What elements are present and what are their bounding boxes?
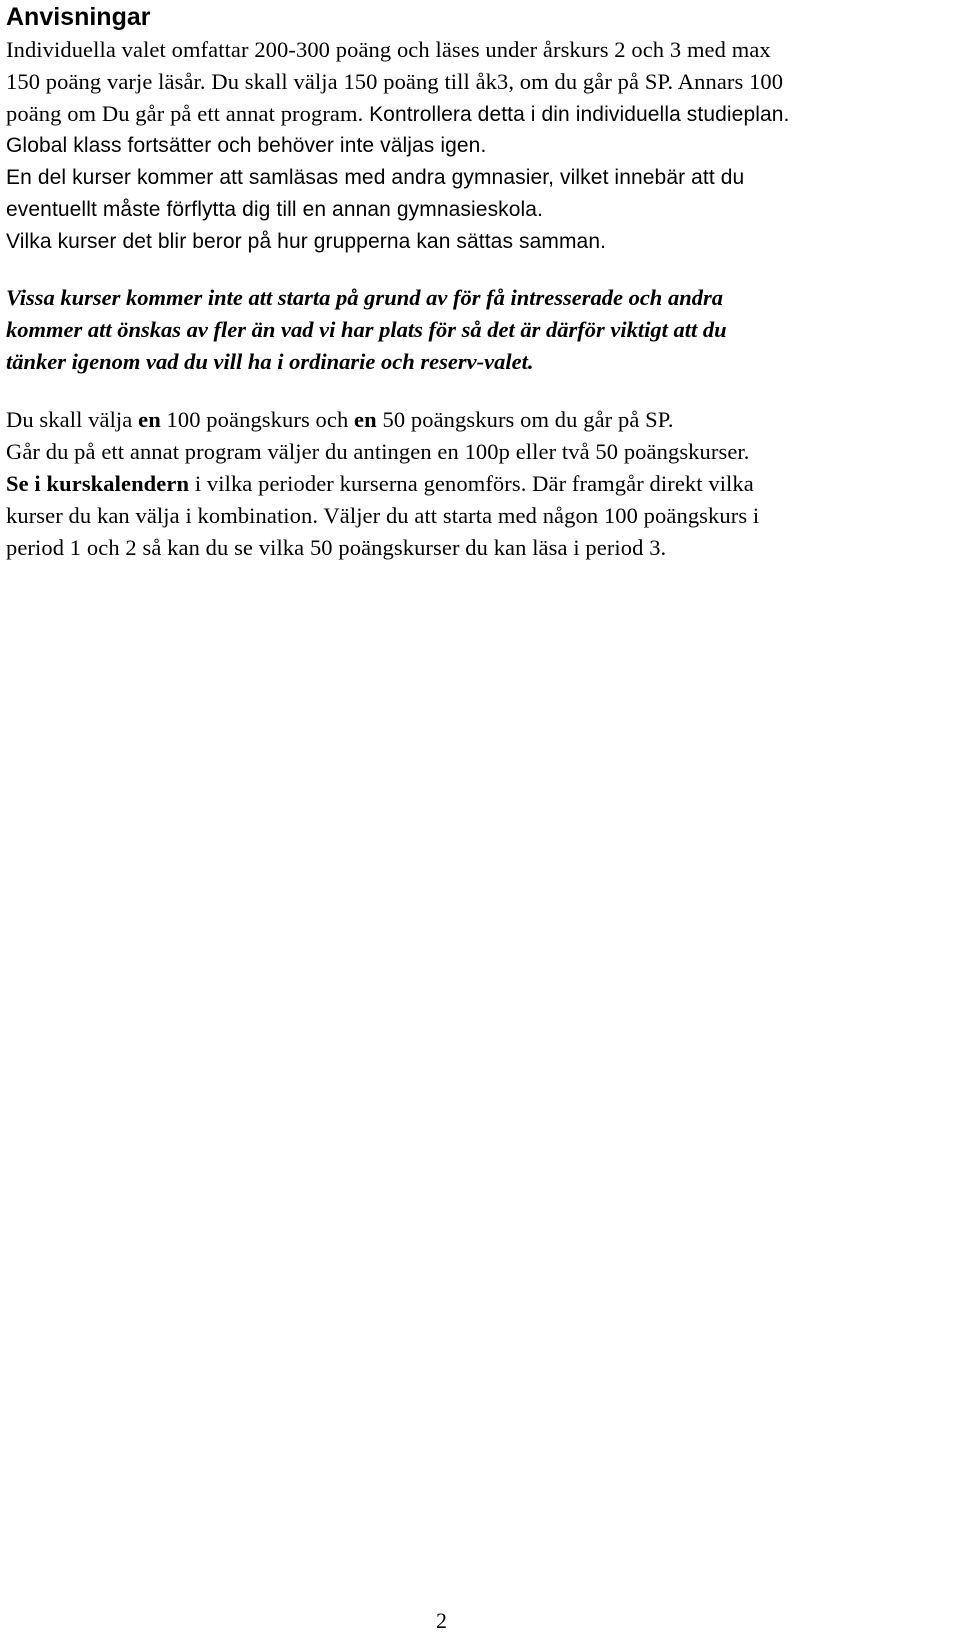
instructions-line-1: Individuella valet omfattar 200-300 poäng och läses under årskurs 2 och 3 med max (6, 37, 771, 62)
instructions-line-3-part-1: poäng om Du går på ett annat program. (6, 101, 370, 126)
instructions-line-4: Global klass fortsätter och behöver inte väljas igen. (6, 134, 487, 157)
choice-line-1 (6, 404, 674, 436)
choice-line-1-part-1: Du skall välja (6, 407, 139, 432)
warning-line-1: Vissa kurser kommer inte att starta på grund av för få intresserade och andra (6, 285, 723, 310)
choice-line-3-part-2: i vilka perioder kurserna genomförs. Där framgår direkt vilka (189, 471, 754, 496)
warning-line-3: tänker igenom vad du vill ha i ordinarie och reserv-valet. (6, 349, 534, 374)
choice-line-5: period 1 och 2 så kan du se vilka 50 poängskurser du kan läsa i period 3. (6, 535, 667, 560)
instructions-line-2: 150 poäng varje läsår. Du skall välja 150 poäng till åk3, om du går på SP. Annars 100 (6, 69, 784, 94)
choice-line-1-part-3: 50 poängskurs om du går på SP. (376, 407, 674, 432)
page-number: 2 (436, 1608, 447, 1633)
choice-line-3 (6, 468, 754, 500)
warning-line-2: kommer att önskas av fler än vad vi har plats för så det är därför viktigt att du (6, 317, 727, 342)
choice-emphasis-en-2: en (354, 407, 377, 432)
choice-line-4: kurser du kan välja i kombination. Väljer du att starta med någon 100 poängskurs i (6, 503, 760, 528)
instructions-line-5: En del kurser kommer att samläsas med andra gymnasier, vilket innebär att du (6, 166, 745, 189)
page-heading: Anvisningar (6, 3, 151, 31)
instructions-line-3-part-2: Kontrollera detta i din individuella studieplan. (369, 103, 790, 126)
instructions-line-7: Vilka kurser det blir beror på hur grupperna kan sättas samman. (6, 230, 607, 253)
instructions-line-3 (6, 98, 789, 131)
instructions-line-6: eventuellt måste förflytta dig till en annan gymnasieskola. (6, 198, 544, 221)
choice-line-2: Går du på ett annat program väljer du antingen en 100p eller två 50 poängskurser. (6, 439, 750, 464)
choice-line-1-part-2: 100 poängskurs och (160, 407, 355, 432)
choice-emphasis-en-1: en (138, 407, 161, 432)
course-calendar-reference: Se i kurskalendern (6, 471, 190, 496)
